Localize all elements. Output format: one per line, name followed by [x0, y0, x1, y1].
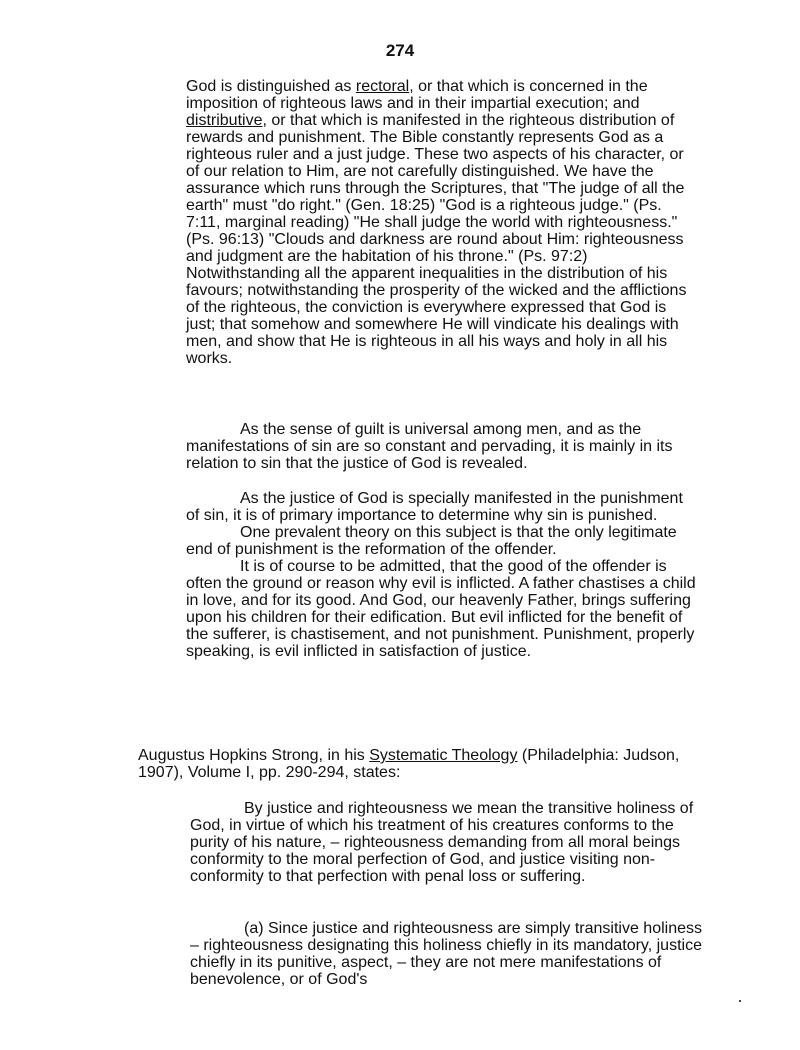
paragraph-text: (a) Since justice and righteousness are simply transitive holiness – righteousness designating this holiness chiefly in its mandatory, justice chiefly in its punitive, aspect, – they are not mere manifestations of benevolence, or of God's [190, 920, 702, 988]
paragraph-text: As the sense of guilt is universal among men, and as the manifestations of sin are so constant and pervading, it is mainly in its relation to sin that the justice of God is revealed. [186, 421, 673, 472]
paragraph-chastisement: It is of course to be admitted, that the good of the offender is often the ground or reason why evil is inflicted. A father chastises a child in love, and for its good. And God, our heavenly Father, brings suffering upon his children for their edification. But evil inflicted for the benefit of the sufferer, is chastisement, and not punishment. Punishment, properly speaking, is evil inflicted in satisfaction of justice. [186, 558, 696, 660]
paragraph-justice-aspects [186, 78, 696, 367]
blockquote-definition [190, 800, 705, 885]
page-number: 274 [385, 41, 415, 60]
paragraph-text: By justice and righteousness we mean the transitive holiness of God, in virtue of which his treatment of his creatures conforms to the purity of his nature, – righteousness demanding from all moral beings conformity to the moral perfection of God, and justice visiting non-conformity to that perfection with penal loss or suffering. [190, 800, 694, 885]
blockquote-point-a [190, 920, 705, 988]
text-run: God is distinguished as [186, 78, 356, 95]
term-distributive: distributive [186, 112, 263, 129]
paragraph-text [138, 747, 718, 781]
text-run: (Philadelphia: Judson, 1907), Volume I, pp. 290-294, states: [138, 747, 680, 781]
paragraph-sense-of-guilt [186, 421, 706, 472]
paragraph-reformation-theory: One prevalent theory on this subject is that the only legitimate end of punishment is the reformation of the offender. [186, 524, 677, 558]
citation-intro [138, 747, 718, 781]
paragraph-punishment-of-sin: As the justice of God is specially manifested in the punishment of sin, it is of primary importance to determine why sin is punished. [186, 490, 683, 524]
scan-speck [739, 1000, 741, 1002]
term-rectoral: rectoral [355, 78, 410, 95]
paragraph-text [186, 78, 696, 367]
text-run: , or that which is concerned in the imposition of righteous laws and in their impartial execution; and [186, 78, 648, 112]
paragraph-group-punishment [186, 490, 696, 660]
book-title: Systematic Theology [369, 747, 518, 764]
text-run: Augustus Hopkins Strong, in his [138, 747, 370, 764]
text-run: , or that which is manifested in the righteous distribution of rewards and punishment. The Bible constantly represents God as a righteous ruler and a just judge. These two aspects of his character, or of our relation to Him, are not carefully distinguished. We have the assurance which runs through the Scriptures, that "The judge of all the earth" must "do right." (Gen. 18:25) "God is a righteous judge." (Ps. 7:11, marginal reading) "He shall judge the world with righteousness." (Ps. 96:13) "Clouds and darkness are round about Him: righteousness and judgment are the habitation of his throne." (Ps. 97:2) Notwithstanding all the apparent inequalities in the distribution of his favours; notwithstanding the prosperity of the wicked and the afflictions of the righteous, the conviction is everywhere expressed that God is just; that somehow and somewhere He will vindicate his dealings with men, and show that He is righteous in all his ways and holy in all his works. [186, 112, 687, 367]
